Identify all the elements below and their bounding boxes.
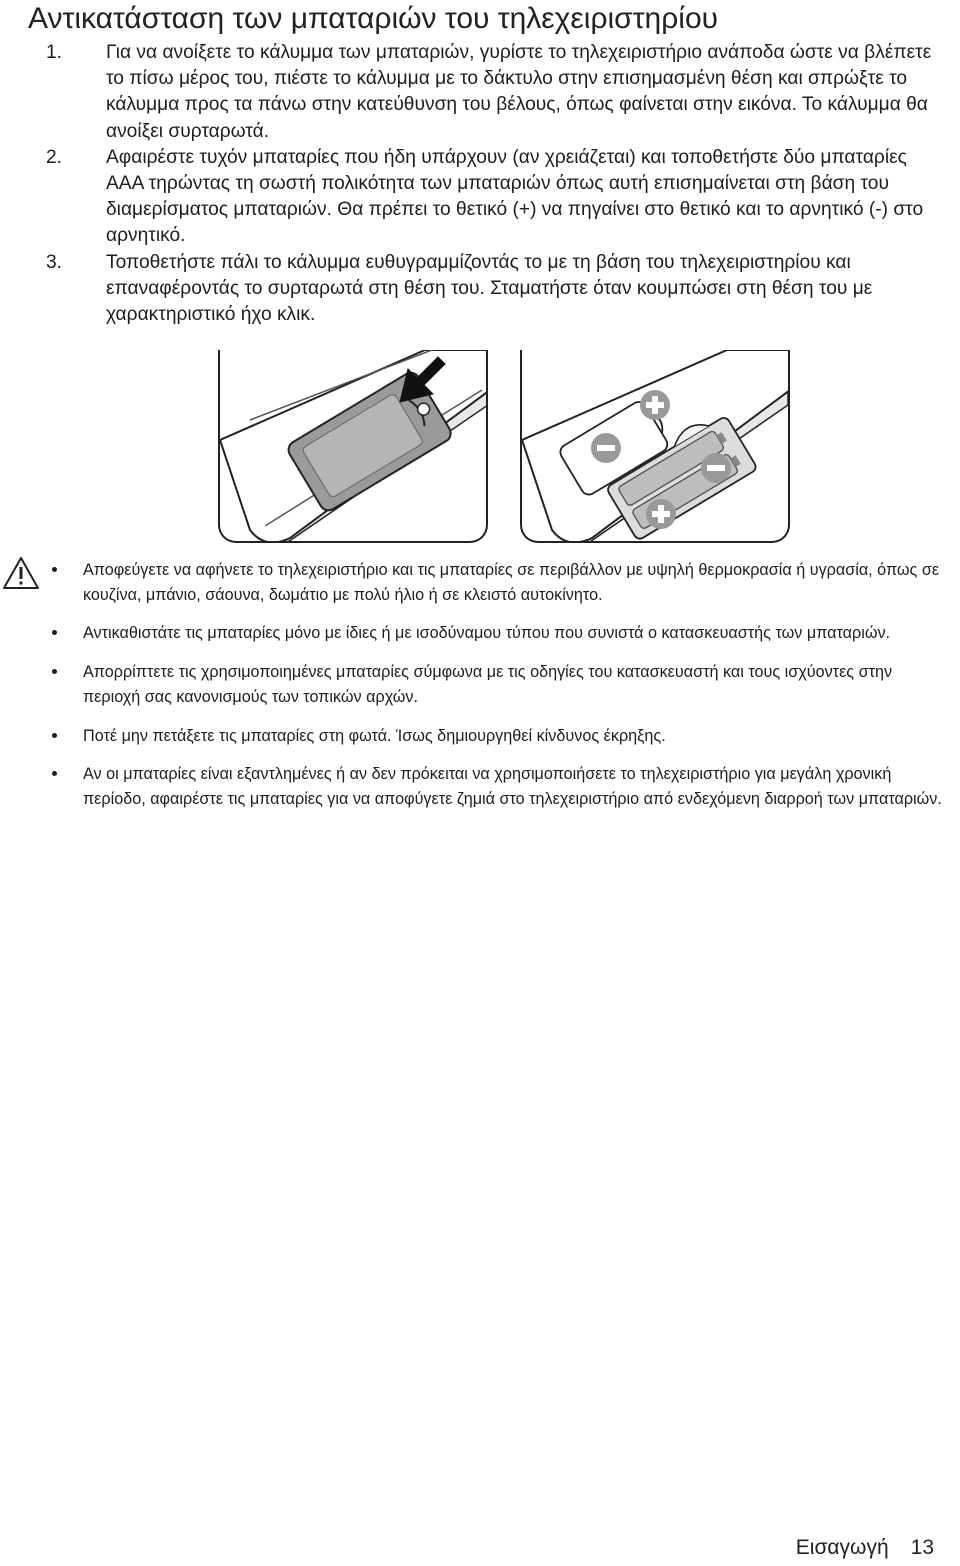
step-item <box>46 145 936 250</box>
step-number: 1. <box>46 42 63 63</box>
minus-icon <box>591 433 621 463</box>
section-name: Εισαγωγή <box>795 1536 889 1559</box>
step-text: Για να ανοίξετε το κάλυμμα των μπαταριών, γυρίστε το τηλεχειριστήριο ανάποδα ώστε να βλέπετε το πίσω μέρος του, πιέστε το κάλυμμα με το δάκτυλο στην επισημασμένη θέση και σπρώξτε το κάλυμμα προς τα πάνω στην κατεύθυνση του βέλους, όπως φαίνεται στην εικόνα. Το κάλυμμα θα ανοίξει συρταρωτά. <box>106 42 932 142</box>
bullet-icon <box>52 771 57 776</box>
note-item <box>38 762 948 811</box>
bullet-icon <box>52 630 57 635</box>
step-text: Αφαιρέστε τυχόν μπαταρίες που ήδη υπάρχουν (αν χρειάζεται) και τοποθετήστε δύο μπαταρίες ΑΑΑ τηρώντας τη σωστή πολικότητα των μπαταριών όπως αυτή επισημαίνεται στη βάση του διαμερίσματος μπαταριών. Θα πρέπει το θετικό (+) να πηγαίνει στο θετικό και το αρνητικό (-) στο αρνητικό. <box>106 146 924 247</box>
step-item <box>46 250 936 329</box>
battery-illustrations <box>218 350 788 543</box>
step-number: 3. <box>46 251 63 273</box>
note-text: Αντικαθιστάτε τις μπαταρίες μόνο με ίδιες ή με ισοδύναμου τύπου που συνιστά ο κατασκευαστής των μπαταριών. <box>83 624 891 643</box>
step-item <box>46 40 936 145</box>
plus-icon <box>640 390 670 420</box>
note-item <box>38 621 948 646</box>
minus-icon <box>701 453 731 483</box>
warning-triangle-icon <box>2 556 40 590</box>
instruction-steps <box>46 40 936 328</box>
page-title: Αντικατάσταση των μπαταριών του τηλεχειριστηρίου <box>28 2 719 35</box>
note-item <box>38 724 948 749</box>
plus-icon <box>646 499 676 529</box>
bullet-icon <box>52 567 57 572</box>
note-item <box>38 558 948 607</box>
note-item <box>38 660 948 709</box>
note-text: Αν οι μπαταρίες είναι εξαντλημένες ή αν δεν πρόκειται να χρησιμοποιήσετε το τηλεχειριστήριο για μεγάλη χρονική περίοδο, αφαιρέστε τις μπαταρίες για να αποφύγετε ζημιά στο τηλεχειριστήριο από ενδεχόμενη διαρροή των μπαταριών. <box>83 765 942 808</box>
step-text: Τοποθετήστε πάλι το κάλυμμα ευθυγραμμίζοντάς το με τη βάση του τηλεχειριστηρίου και επαναφέροντάς το συρταρωτά στη θέση του. Σταματήστε όταν κουμπώσει στη θέση του με χαρακτηριστικό ήχο κλικ. <box>106 251 873 326</box>
insert-batteries-illustration <box>520 350 790 543</box>
step-number: 2. <box>46 146 63 168</box>
bullet-icon <box>52 733 57 738</box>
note-text: Απορρίπτετε τις χρησιμοποιημένες μπαταρίες σύμφωνα με τις οδηγίες του κατασκευαστή και τους ισχύοντες στην περιοχή σας κανονισμούς των τοπικών αρχών. <box>83 663 893 706</box>
open-cover-illustration <box>218 350 488 543</box>
warning-notes <box>38 558 948 826</box>
note-text: Ποτέ μην πετάξετε τις μπαταρίες στη φωτά. Ίσως δημιουργηθεί κίνδυνος έκρηξης. <box>83 726 666 745</box>
note-text: Αποφεύγετε να αφήνετε το τηλεχειριστήριο και τις μπαταρίες σε περιβάλλον με υψηλή θερμοκρασία ή υγρασία, όπως σε κουζίνα, μπάνιο, σάουνα, δωμάτιο με πολύ ήλιο ή σε κλειστό αυτοκίνητο. <box>83 561 940 604</box>
page-footer <box>796 1535 934 1561</box>
page-number: 13 <box>910 1536 934 1559</box>
bullet-icon <box>52 669 57 674</box>
